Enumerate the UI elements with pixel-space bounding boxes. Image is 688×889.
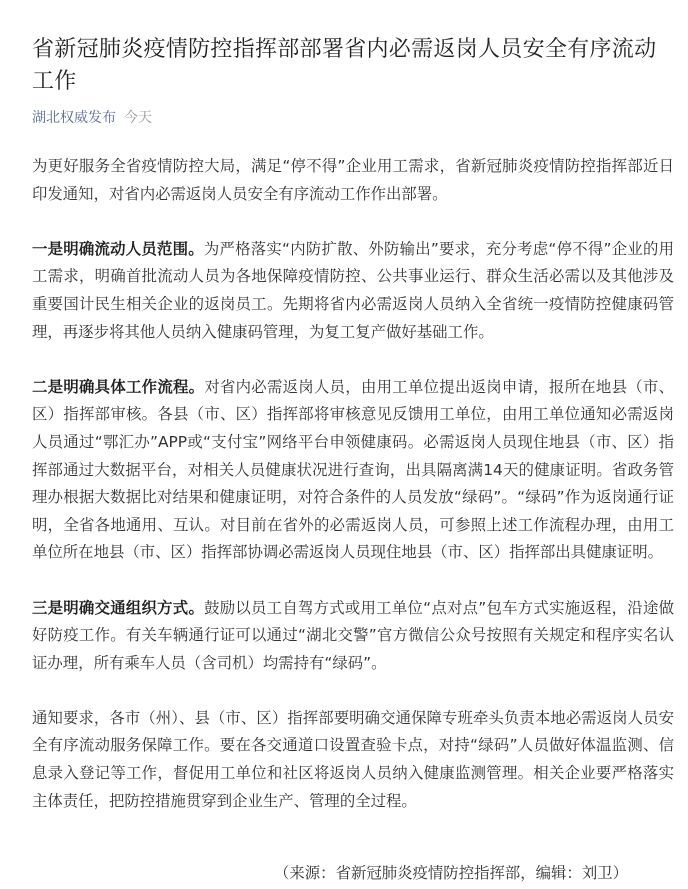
paragraph-text: 对省内必需返岗人员，由用工单位提出返岗申请，报所在地县（市、区）指挥部审核。各县（市、区）指挥部将审核意见反馈用工单位，由用工单位通知必需返岗人员通过“鄂汇办”APP或“支付宝”网络平台申领健康码。必需返岗人员现住地县（市、区）指挥部通过大数据平台，对相关人员健康状况进行查询，出具隔离满14天的健康证明。省政务管理办根据大数据比对结果和健康证明，对符合条件的人员发放“绿码”。“绿码”作为返岗通行证明，全省各地通用、互认。对目前在省外的必需返岗人员，可参照上述工作流程办理，由用工单位所在地县（市、区）指挥部协调必需返岗人员现住地县（市、区）指挥部出具健康证明。 [32,377,674,562]
source-note: （来源：省新冠肺炎疫情防控指挥部，编辑：刘卫） [274,864,628,882]
paragraph-lead: 二是明确具体工作流程。 [32,377,205,396]
paragraph-process [32,374,674,567]
paragraph-text: 为更好服务全省疫情防控大局，满足“停不得”企业用工需求，省新冠肺炎疫情防控指挥部近日印发通知，对省内必需返岗人员安全有序流动工作作出部署。 [32,157,674,203]
article-meta [32,108,674,128]
paragraph-transport [32,595,674,678]
paragraph-intro [32,153,674,208]
account-name-link[interactable]: 湖北权威发布 [32,110,116,126]
article-title: 省新冠肺炎疫情防控指挥部部署省内必需返岗人员安全有序流动工作 [32,37,657,94]
paragraph-lead: 一是明确流动人员范围。 [32,239,204,258]
paragraph-requirements [32,705,674,815]
paragraph-text: 通知要求，各市（州）、县（市、区）指挥部要明确交通保障专班牵头负责本地必需返岗人员安全有序流动服务保障工作。要在各交通道口设置查验卡点，对持“绿码”人员做好体温监测、信息录入登记等工作，督促用工单位和社区将返岗人员纳入健康监测管理。相关企业要严格落实主体责任，把防控措施贯穿到企业生产、管理的全过程。 [32,708,674,810]
article-body [32,153,674,815]
paragraph-text: 鼓励以员工自驾方式或用工单位“点对点”包车方式实施返程，沿途做好防疫工作。有关车辆通行证可以通过“湖北交警”官方微信公众号按照有关规定和程序实名认证办理，所有乘车人员（含司机）均需持有“绿码”。 [32,598,674,672]
publish-date: 今天 [124,110,152,126]
paragraph-lead: 三是明确交通组织方式。 [32,598,205,617]
paragraph-text: 为严格落实“内防扩散、外防输出”要求，充分考虑“停不得”企业的用工需求，明确首批流动人员为各地保障疫情防控、公共事业运行、群众生活必需以及其他涉及重要国计民生相关企业的返岗员工。先期将省内必需返岗人员纳入全省统一疫情防控健康码管理，再逐步将其他人员纳入健康码管理，为复工复产做好基础工作。 [32,239,674,341]
paragraph-scope [32,236,674,346]
